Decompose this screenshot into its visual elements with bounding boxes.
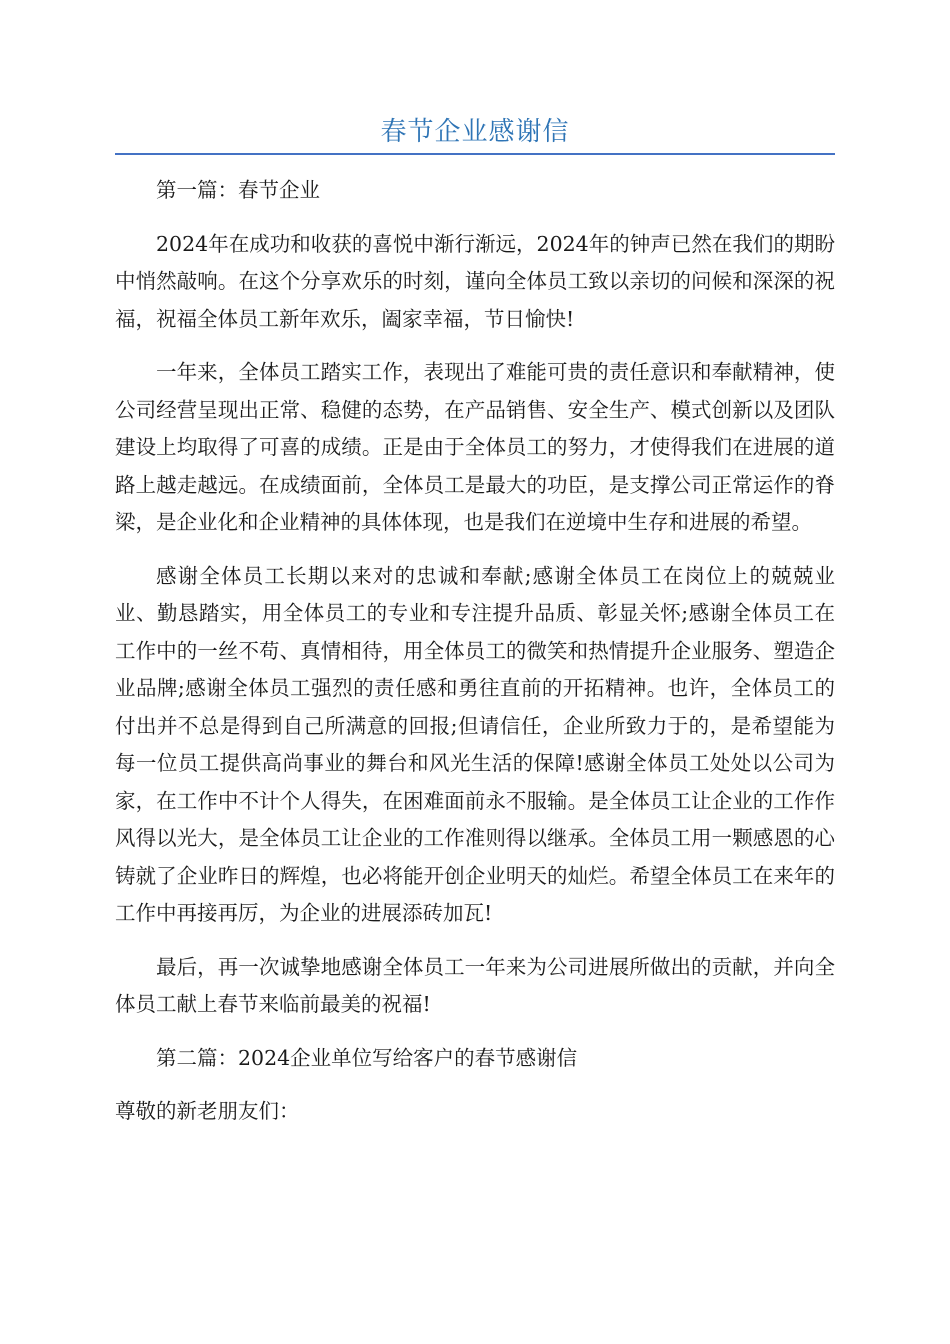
paragraph-thanks: 感谢全体员工长期以来对的忠诚和奉献;感谢全体员工在岗位上的兢兢业业、勤恳踏实，用全体员工的专业和专注提升品质、彰显关怀;感谢全体员工在工作中的一丝不苟、真情相待，用全体员工的微笑和热情提升企业服务、塑造企业品牌;感谢全体员工强烈的责任感和勇往直前的开拓精神。也许，全体员工的付出并不总是得到自己所满意的回报;但请信任，企业所致力于的，是希望能为每一位员工提供高尚事业的舞台和风光生活的保障!感谢全体员工处处以公司为家，在工作中不计个人得失，在困难面前永不服输。是全体员工让企业的工作作风得以光大，是全体员工让企业的工作准则得以继承。全体员工用一颗感恩的心铸就了企业昨日的辉煌，也必将能开创企业明天的灿烂。希望全体员工在来年的工作中再接再厉，为企业的进展添砖加瓦! [115, 563, 835, 925]
salutation: 尊敬的新老朋友们： [115, 1099, 300, 1123]
paragraph-achievements: 一年来，全体员工踏实工作，表现出了难能可贵的责任意识和奉献精神，使公司经营呈现出正常、稳健的态势，在产品销售、安全生产、模式创新以及团队建设上均取得了可喜的成绩。正是由于全体员工的努力，才使得我们在进展的道路上越走越远。在成绩面前，全体员工是最大的功臣，是支撑公司正常运作的脊梁，是企业化和企业精神的具体体现，也是我们在逆境中生存和进展的希望。 [115, 360, 835, 534]
title-underline [115, 153, 835, 155]
section-heading-2: 第二篇：2024企业单位写给客户的春节感谢信 [156, 1045, 578, 1070]
document-title: 春节企业感谢信 [380, 117, 570, 147]
document-body [115, 172, 835, 1147]
paragraph-greeting: 2024年在成功和收获的喜悦中渐行渐远，2024年的钟声已然在我们的期盼中悄然敲响。在这个分享欢乐的时刻，谨向全体员工致以亲切的问候和深深的祝福，祝福全体员工新年欢乐，阖家幸福，节日愉快! [115, 231, 835, 331]
paragraph-closing: 最后，再一次诚挚地感谢全体员工一年来为公司进展所做出的贡献，并向全体员工献上春节来临前最美的祝福! [115, 954, 835, 1016]
section-heading-1: 第一篇：春节企业 [156, 178, 320, 202]
